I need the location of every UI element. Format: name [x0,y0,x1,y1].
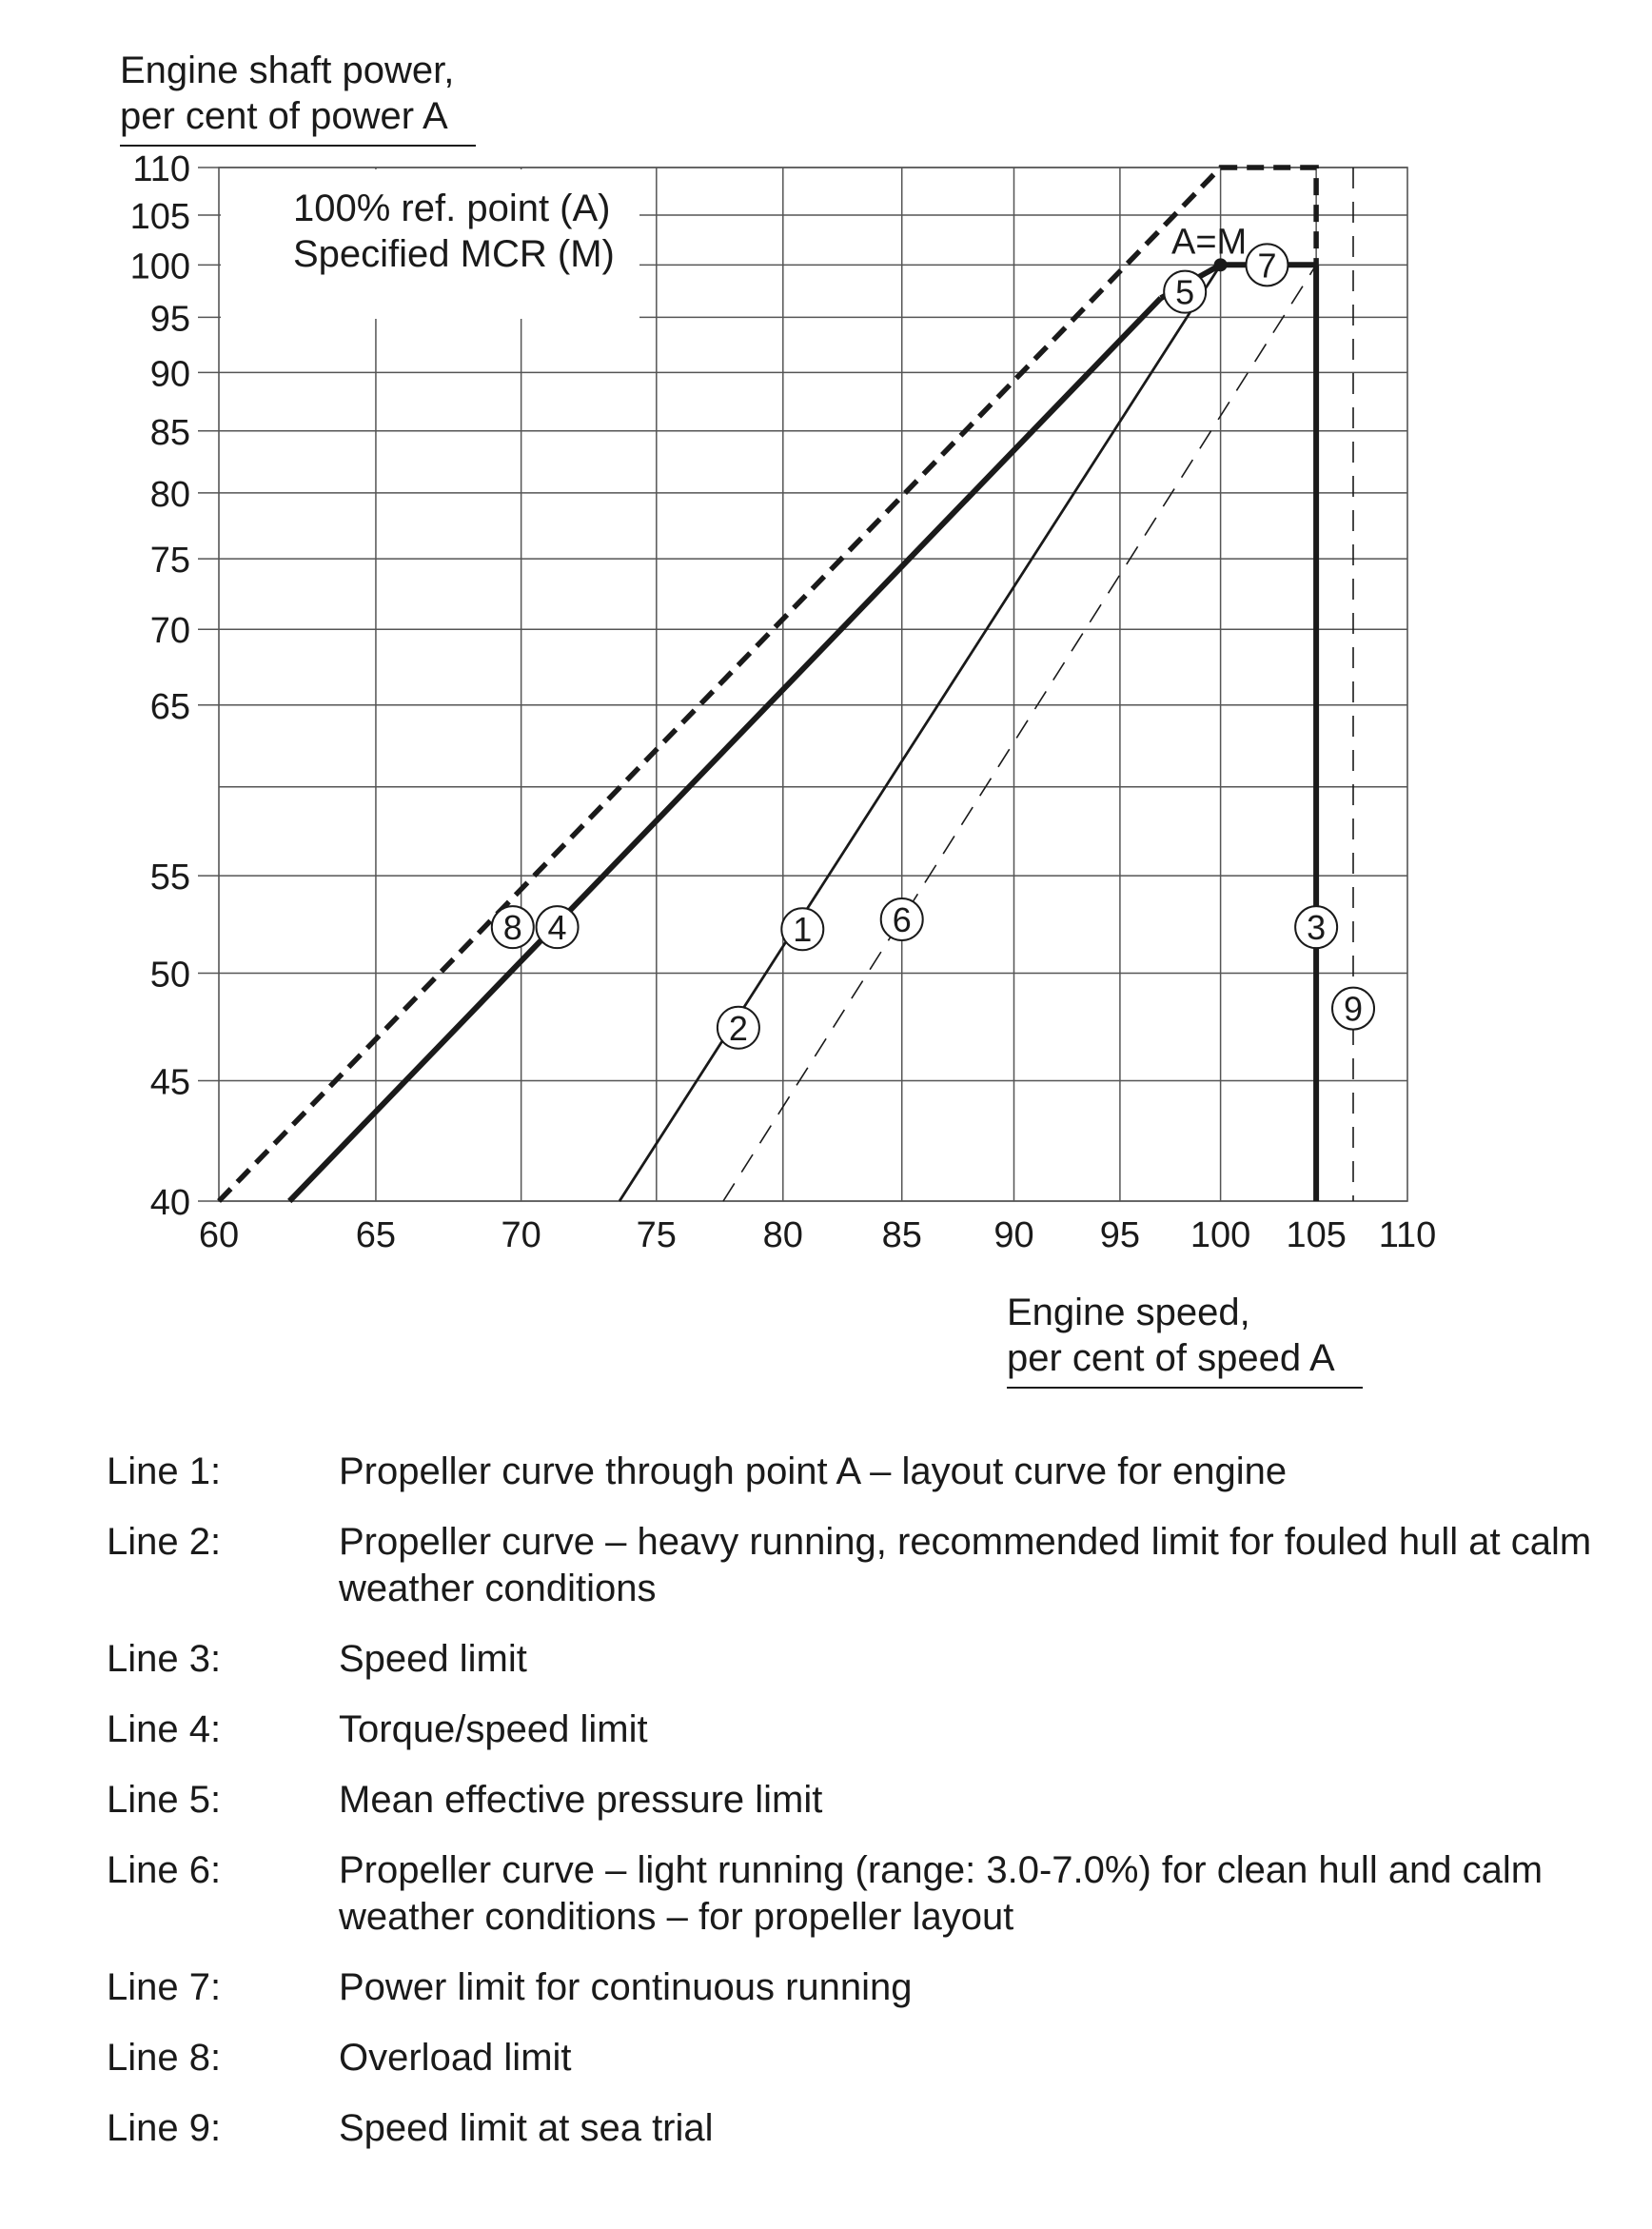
y-tick-label: 75 [149,541,190,582]
legend-key: Line 6: [107,1849,222,1891]
legend-desc: Speed limit at sea trial [339,2107,714,2149]
x-axis-title-line-2: per cent of speed A [1007,1337,1335,1379]
x-tick-label: 60 [198,1215,240,1255]
line-legend [107,1449,1610,2176]
y-tick-label: 45 [149,1062,190,1103]
legend-key: Line 4: [107,1708,222,1750]
x-tick-label: 65 [355,1215,397,1255]
y-tick-label: 65 [149,686,190,727]
line-2 [620,265,1221,1201]
y-axis-title-line-2: per cent of power A [120,95,448,137]
legend-key: Line 7: [107,1966,222,2008]
legend-row-6 [107,1847,1610,1941]
legend-desc: Torque/speed limit [339,1708,648,1750]
legend-row-4 [107,1706,1610,1753]
line-6 [723,265,1316,1201]
line-4 [289,298,1161,1201]
x-axis-title [1007,1290,1335,1381]
x-tick-label: 90 [993,1215,1034,1255]
line-1-marker-label: 1 [793,910,813,950]
legend-row-3 [107,1636,1610,1683]
line-7-marker-label: 7 [1257,246,1277,286]
x-tick-label: 85 [881,1215,922,1255]
line-2-marker-label: 2 [728,1008,748,1048]
point-a-m-label: A=M [1171,222,1248,263]
legend-row-7 [107,1964,1610,2011]
legend-desc: Speed limit [339,1638,527,1680]
legend-key: Line 8: [107,2037,222,2079]
legend-desc: Propeller curve – heavy running, recommended limit for fouled hull at calm weather conditions [339,1521,1592,1609]
x-tick-label: 105 [1286,1215,1347,1255]
x-tick-label: 80 [762,1215,803,1255]
x-tick-label: 75 [636,1215,677,1255]
legend-row-2 [107,1519,1610,1612]
y-tick-label: 80 [149,474,190,515]
line-8-marker-label: 8 [502,908,522,948]
line-5-marker-label: 5 [1175,272,1195,312]
y-tick-label: 95 [149,299,190,340]
legend-desc: Propeller curve through point A – layout curve for engine [339,1450,1288,1492]
box-legend-item: 100% ref. point (A) [293,187,611,229]
x-tick-label: 70 [501,1215,541,1255]
line-8 [219,168,1316,1201]
y-tick-label: 100 [129,247,190,287]
legend-desc: Overload limit [339,2037,572,2079]
legend-key: Line 1: [107,1450,222,1492]
y-tick-label: 55 [149,858,190,898]
y-tick-label: 105 [129,196,190,237]
y-axis-title-line-1: Engine shaft power, [120,49,455,91]
x-tick-label: 95 [1099,1215,1141,1255]
y-tick-label: 70 [149,611,190,652]
plot-frame [219,168,1407,1201]
legend-key: Line 2: [107,1521,222,1563]
y-tick-label: 50 [149,955,190,996]
line-4-marker-label: 4 [547,908,567,948]
legend-desc: Power limit for continuous running [339,1966,913,2008]
x-axis-title-underline [1007,1387,1363,1389]
legend-row-9 [107,2105,1610,2152]
line-9-marker-label: 9 [1344,989,1364,1029]
x-tick-label: 100 [1190,1215,1251,1255]
legend-key: Line 9: [107,2107,222,2149]
x-tick-label: 110 [1378,1215,1437,1255]
legend-key: Line 5: [107,1779,222,1821]
legend-desc: Mean effective pressure limit [339,1779,823,1821]
legend-key: Line 3: [107,1638,222,1680]
legend-row-5 [107,1777,1610,1824]
line-3-marker-label: 3 [1307,908,1327,948]
y-tick-label: 90 [149,354,190,395]
y-tick-label: 40 [149,1183,190,1223]
legend-desc: Propeller curve – light running (range: 3.0-7.0%) for clean hull and calm weather conditions – for propeller layout [339,1849,1544,1938]
line-6-marker-label: 6 [892,899,912,939]
x-axis-title-line-1: Engine speed, [1007,1292,1250,1333]
box-legend-item: Specified MCR (M) [293,233,615,275]
y-tick-label: 85 [149,412,190,453]
legend-row-8 [107,2035,1610,2081]
y-tick-label: 110 [132,149,190,189]
legend-row-1 [107,1449,1610,1495]
